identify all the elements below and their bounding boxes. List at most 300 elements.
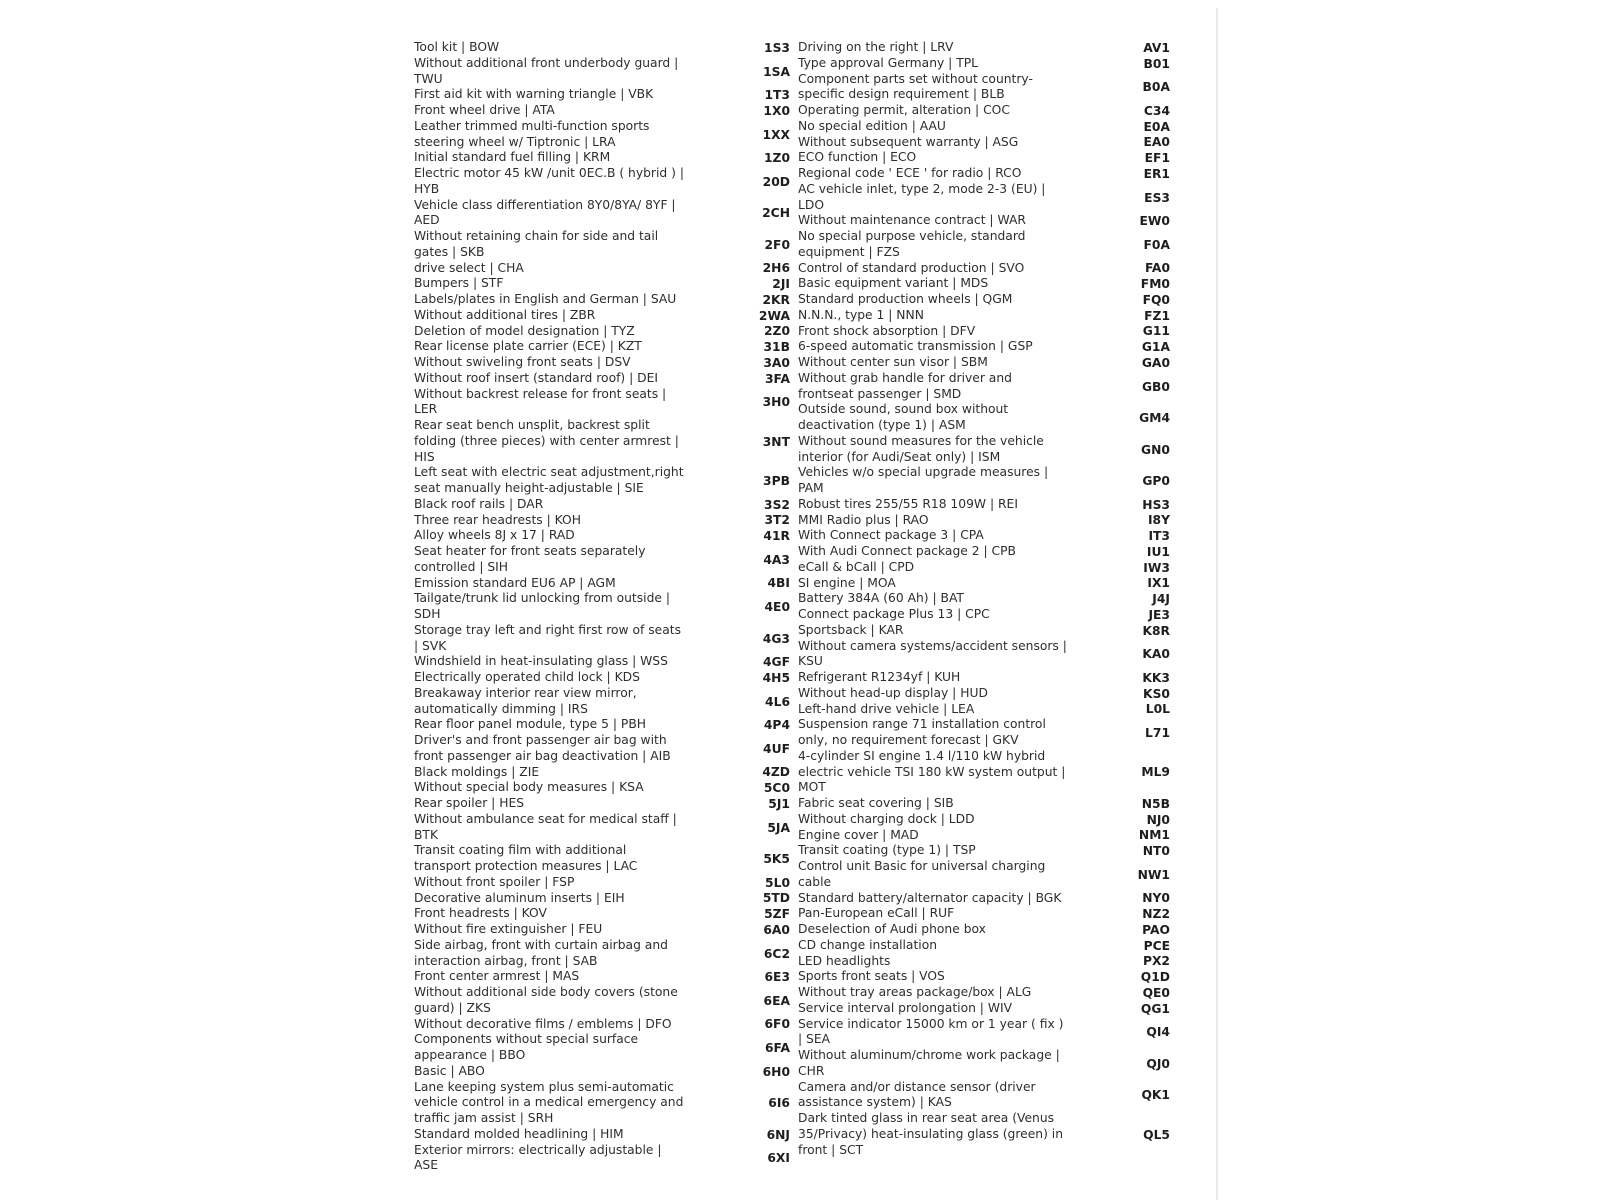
option-code: 5K5 [763,852,790,866]
option-row [414,765,790,781]
option-description: Basic equipment variant | MDS [798,276,989,291]
option-code: NZ2 [1142,907,1170,922]
option-code: L0L [1145,702,1170,717]
option-row [798,1001,1170,1017]
option-description: Front headrests | KOV [414,906,547,921]
option-row [798,812,1170,828]
option-description: Breakaway interior rear view mirror, automatically dimming | IRS [414,685,637,716]
option-code: 4L6 [765,694,790,709]
option-code: 2KR [762,292,790,307]
option-row [798,906,1170,922]
option-row [798,922,1170,938]
option-row [798,371,1170,403]
option-description: Without fire extinguisher | FEU [414,922,603,936]
option-code: 6NJ [766,1127,790,1142]
option-row [414,623,790,655]
option-description: Left seat with electric seat adjustment,right seat manually height-adjustable | SIE [414,465,684,495]
option-row [798,324,1170,340]
option-code: EW0 [1139,214,1170,229]
option-code: GP0 [1142,474,1170,488]
option-description: Battery 384A (60 Ah) | BAT [798,591,964,606]
option-description: Side airbag, front with curtain airbag and interaction airbag, front | SAB [414,937,668,968]
option-row [414,150,790,166]
option-description: Standard molded headlining | HIM [414,1126,624,1141]
option-row [798,1048,1170,1080]
option-code: GA0 [1141,355,1170,370]
option-row [798,1111,1170,1158]
option-code: EF1 [1144,151,1170,166]
option-code: ER1 [1143,166,1170,181]
option-row [798,103,1170,119]
option-description: Control unit Basic for universal charging cable [798,859,1046,889]
option-code: NJ0 [1146,812,1170,827]
option-row [798,355,1170,371]
option-description: Leather trimmed multi-function sports steering wheel w/ Tiptronic | LRA [414,118,650,149]
option-row [798,402,1170,434]
option-description: Driving on the right | LRV [798,40,954,54]
option-code: AV1 [1143,40,1170,55]
option-code: 1Z0 [763,151,790,166]
option-description: drive select | CHA [414,260,524,275]
option-code: IW3 [1143,560,1170,575]
option-code: NY0 [1142,891,1170,906]
option-description: Windshield in heat-insulating glass | WSS [414,654,668,669]
option-row [414,87,790,103]
option-description: Emission standard EU6 AP | AGM [414,575,616,590]
option-code: PAO [1142,922,1170,937]
option-code: 6C2 [763,946,790,961]
option-code: KA0 [1142,647,1170,662]
option-row [414,229,790,261]
option-code: 5L0 [765,875,790,890]
option-row [414,906,790,922]
option-description: Without ambulance seat for medical staff | BTK [414,811,677,842]
option-description: MMI Radio plus | RAO [798,512,929,527]
option-description: ECO function | ECO [798,150,917,165]
option-code: 6FA [764,1041,790,1055]
option-code: GN0 [1141,442,1170,457]
option-code: 31B [763,340,790,355]
option-code: 5C0 [763,781,790,796]
option-code: 6EA [763,993,790,1008]
option-description: Component parts set without country-specific design requirement | BLB [798,71,1033,102]
option-row [414,276,790,292]
option-row [414,591,790,623]
option-description: Front center armrest | MAS [414,969,580,984]
option-row [798,497,1170,513]
option-description: Without head-up display | HUD [798,685,988,700]
option-description: Rear floor panel module, type 5 | PBH [414,717,647,732]
option-row [798,213,1170,229]
option-row [414,324,790,340]
option-row [798,72,1170,104]
option-description: Connect package Plus 13 | CPC [798,607,990,621]
option-description: Without roof insert (standard roof) | DEI [414,370,659,385]
option-code: 4A3 [763,552,790,567]
option-description: Black moldings | ZIE [414,764,540,779]
option-description: Outside sound, sound box without deactivation (type 1) | ASM [798,402,1009,432]
option-description: Rear license plate carrier (ECE) | KZT [414,339,642,354]
option-code: 4P4 [763,718,790,733]
option-row [798,843,1170,859]
option-row [798,150,1170,166]
option-description: Without camera systems/accident sensors | KSU [798,638,1067,669]
option-description: Electric motor 45 kW /unit 0EC.B ( hybrid ) | HYB [414,166,684,196]
option-description: Seat heater for front seats separately controlled | SIH [414,544,646,574]
option-row [414,717,790,733]
option-code: JE3 [1148,607,1170,622]
option-description: Standard battery/alternator capacity | BGK [798,890,1062,905]
option-code: HS3 [1142,497,1170,512]
option-row [414,261,790,277]
option-description: Standard production wheels | QGM [798,292,1013,306]
option-code: L71 [1145,726,1170,740]
option-code: QE0 [1142,985,1170,1000]
option-code: PCE [1143,938,1170,953]
option-code: 3PB [763,474,790,488]
option-code: 4BI [767,576,790,591]
option-description: Vehicle class differentiation 8Y0/8YA/ 8YF | AED [414,197,676,228]
option-code: PX2 [1142,954,1170,969]
option-description: Lane keeping system plus semi-automatic vehicle control in a medical emergency and traffic jam assist | SRH [414,1079,684,1125]
option-row [798,969,1170,985]
option-description: Service interval prolongation | WIV [798,1000,1013,1015]
option-code: FZ1 [1144,308,1170,323]
option-description: Without retaining chain for side and tail gates | SKB [414,229,659,259]
option-row [798,623,1170,639]
option-description: Without center sun visor | SBM [798,355,988,369]
option-description: Refrigerant R1234yf | KUH [798,670,961,684]
option-description: Transit coating (type 1) | TSP [798,843,976,858]
option-row [798,607,1170,623]
option-row [414,40,790,56]
option-description: Deletion of model designation | TYZ [414,323,635,338]
option-code: 3T2 [764,513,790,528]
option-description: eCall & bCall | CPD [798,559,915,574]
option-description: Camera and/or distance sensor (driver assistance system) | KAS [798,1079,1036,1110]
option-row [414,969,790,985]
option-row [798,182,1170,214]
option-description: Black roof rails | DAR [414,496,544,511]
option-row [414,497,790,513]
option-row [414,733,790,765]
option-description: Sports front seats | VOS [798,969,945,984]
option-code: 4ZD [762,765,790,780]
option-description: Initial standard fuel filling | KRM [414,150,611,165]
option-row [798,513,1170,529]
option-description: Electrically operated child lock | KDS [414,670,640,684]
option-code: 6I6 [768,1096,790,1111]
option-description: Labels/plates in English and German | SAU [414,292,677,306]
option-description: Fabric seat covering | SIB [798,796,954,810]
option-row [414,119,790,151]
option-row [414,576,790,592]
option-row [414,985,790,1017]
option-code: NT0 [1142,844,1170,859]
option-description: Dark tinted glass in rear seat area (Venus 35/Privacy) heat-insulating glass (green) in front | SCT [798,1111,1063,1157]
option-code: G1A [1141,340,1170,355]
option-description: Pan-European eCall | RUF [798,906,955,921]
option-code: 20D [762,174,790,189]
option-code: KK3 [1142,670,1170,685]
option-row [798,639,1170,671]
option-row [798,229,1170,261]
option-row [414,796,790,812]
option-code: 4H5 [762,670,790,685]
option-row [798,56,1170,72]
option-code: J4J [1152,592,1170,607]
option-row [414,1143,790,1175]
option-code: 5JA [767,820,790,835]
option-row [798,434,1170,466]
option-row [798,292,1170,308]
option-code: IU1 [1146,544,1170,559]
option-description: Regional code ' ECE ' for radio | RCO [798,166,1022,180]
option-description: CD change installation [798,937,938,952]
option-code: NW1 [1137,867,1170,882]
option-code: IX1 [1147,576,1170,591]
option-description: Without decorative films / emblems | DFO [414,1016,672,1031]
option-code: ES3 [1144,190,1170,205]
option-description: Deselection of Audi phone box [798,922,986,936]
option-row [798,891,1170,907]
option-code: 6F0 [764,1017,790,1032]
option-row [798,702,1170,718]
option-code: QI4 [1146,1025,1170,1040]
option-description: Driver's and front passenger air bag with front passenger air bag deactivation | AIB [414,733,671,763]
option-description: Without swiveling front seats | DSV [414,355,631,369]
option-code: 2WA [758,308,790,323]
option-description: Front wheel drive | ATA [414,103,555,117]
option-row [798,828,1170,844]
option-code: 1X0 [763,103,790,118]
option-description: Without aluminum/chrome work package | CHR [798,1048,1060,1078]
option-row [414,922,790,938]
option-code: I8Y [1147,513,1170,528]
option-code: 6XI [767,1151,790,1166]
option-row [798,339,1170,355]
option-description: Operating permit, alteration | COC [798,103,1010,117]
option-description: Tailgate/trunk lid unlocking from outside | SDH [414,591,671,621]
option-description: Three rear headrests | KOH [414,512,581,527]
option-row [798,1017,1170,1049]
option-row [414,843,790,875]
option-row [414,654,790,670]
option-row [798,166,1170,182]
option-code: 5J1 [768,796,790,811]
option-row [414,513,790,529]
option-row [414,938,790,970]
option-description: Without sound measures for the vehicle interior (for Audi/Seat only) | ISM [798,433,1044,464]
option-code: 1T3 [764,88,790,103]
option-code: FM0 [1140,277,1170,292]
option-description: No special edition | AAU [798,118,946,133]
option-code: EA0 [1143,135,1170,150]
option-code: 4E0 [764,600,790,614]
option-code: GM4 [1139,411,1170,425]
option-code: 2F0 [764,237,790,252]
option-row [798,591,1170,607]
option-row [798,985,1170,1001]
option-row [414,371,790,387]
option-description: Vehicles w/o special upgrade measures | PAM [798,465,1049,495]
option-code: 2JI [772,277,790,292]
option-code: 2Z0 [763,324,790,339]
option-code: QL5 [1143,1127,1170,1142]
option-row [414,339,790,355]
option-code: GB0 [1141,379,1170,394]
option-description: Rear spoiler | HES [414,796,525,810]
option-code: FA0 [1144,261,1170,276]
option-description: 4-cylinder SI engine 1.4 l/110 kW hybrid electric vehicle TSI 180 kW system output | MOT [798,748,1066,795]
option-code: 6E3 [764,970,790,985]
option-code: K8R [1142,623,1170,638]
option-description: Exterior mirrors: electrically adjustable | ASE [414,1142,662,1173]
option-row [798,465,1170,497]
option-row [414,292,790,308]
option-description: Without charging dock | LDD [798,811,975,826]
option-description: Service indicator 15000 km or 1 year ( fix ) | SEA [798,1016,1064,1047]
option-code: 4G3 [762,631,790,646]
option-description: Robust tires 255/55 R18 109W | REI [798,496,1018,511]
option-description: No special purpose vehicle, standard equipment | FZS [798,229,1026,259]
option-code: FQ0 [1142,292,1170,307]
option-row [798,560,1170,576]
option-code: 3NT [762,434,790,449]
option-row [414,1127,790,1143]
option-description: Front shock absorption | DFV [798,323,976,338]
option-description: 6-speed automatic transmission | GSP [798,339,1033,354]
option-code: 2H6 [762,261,790,276]
option-code: 3FA [764,371,790,386]
option-code: 3H0 [762,395,790,410]
option-description: LED headlights [798,953,891,968]
option-row [414,670,790,686]
option-row [798,528,1170,544]
option-row [798,670,1170,686]
option-row [798,544,1170,560]
option-description: Alloy wheels 8J x 17 | RAD [414,528,575,543]
option-row [414,528,790,544]
option-row [414,103,790,119]
option-description: Left-hand drive vehicle | LEA [798,701,975,716]
option-code: N5B [1141,796,1170,811]
option-row [798,276,1170,292]
option-description: Without special body measures | KSA [414,780,644,795]
option-code: QG1 [1140,1001,1170,1016]
option-code: 3A0 [763,355,790,370]
option-description: Transit coating film with additional transport protection measures | LAC [414,843,638,873]
option-row [798,576,1170,592]
option-row [798,717,1170,749]
option-description: Decorative aluminum inserts | EIH [414,890,625,905]
option-code: B01 [1143,56,1170,71]
option-code: KS0 [1143,686,1170,701]
option-row [798,119,1170,135]
option-row [414,1080,790,1127]
option-description: Rear seat bench unsplit, backrest split folding (three pieces) with center armrest | HIS [414,418,679,464]
option-row [798,40,1170,56]
option-description: Without subsequent warranty | ASG [798,134,1019,149]
option-row [414,355,790,371]
option-row [414,308,790,324]
option-row [414,544,790,576]
option-row [798,749,1170,796]
option-description: N.N.N., type 1 | NNN [798,307,924,322]
option-row [414,780,790,796]
option-code: C34 [1143,103,1170,118]
option-description: Tool kit | BOW [414,40,500,54]
option-row [414,166,790,198]
option-row [798,135,1170,151]
option-code: 5TD [762,891,790,906]
option-code: 3S2 [764,497,790,512]
option-description: AC vehicle inlet, type 2, mode 2-3 (EU) | LDO [798,181,1046,212]
option-row [414,875,790,891]
option-row [414,1017,790,1033]
option-code: 6A0 [763,922,790,937]
option-code: F0A [1143,237,1170,252]
option-code: 41R [763,529,790,544]
option-code: B0A [1142,80,1170,95]
option-description: Components without special surface appearance | BBO [414,1032,639,1062]
option-description: First aid kit with warning triangle | VBK [414,87,654,102]
option-code: QJ0 [1146,1056,1170,1071]
option-row [798,686,1170,702]
option-code: 1S3 [764,40,790,55]
option-description: SI engine | MOA [798,575,896,590]
option-row [414,418,790,465]
option-description: Basic | ABO [414,1063,485,1078]
option-description: Without grab handle for driver and frontseat passenger | SMD [798,370,1012,401]
option-description: Without maintenance contract | WAR [798,213,1026,228]
page-edge-divider [1216,8,1218,1200]
option-description: Engine cover | MAD [798,827,919,842]
option-description: Sportsback | KAR [798,622,904,637]
option-description: Bumpers | STF [414,276,504,291]
option-code: IT3 [1148,529,1170,544]
option-row [414,891,790,907]
option-row [414,686,790,718]
option-description: Without tray areas package/box | ALG [798,985,1032,999]
option-row [798,954,1170,970]
option-description: Type approval Germany | TPL [798,55,979,70]
option-code: 1XX [762,127,790,142]
option-code: 5ZF [764,907,790,922]
option-code: 4UF [763,741,790,756]
options-list-right-column [798,40,1170,1158]
option-row [414,387,790,419]
option-description: Storage tray left and right first row of seats | SVK [414,622,682,653]
option-description: Without additional front underbody guard | TWU [414,55,679,86]
option-row [798,859,1170,891]
option-code: E0A [1143,119,1170,134]
option-row [798,938,1170,954]
option-code: NM1 [1138,828,1170,843]
option-code: Q1D [1140,970,1170,985]
option-row [414,198,790,230]
option-description: With Connect package 3 | CPA [798,528,984,543]
option-row [798,308,1170,324]
option-code: 1SA [763,64,790,79]
option-row [414,812,790,844]
option-code: QK1 [1141,1088,1170,1103]
option-code: G11 [1142,324,1170,339]
option-code: 6H0 [762,1064,790,1079]
option-description: Without front spoiler | FSP [414,874,575,889]
option-row [798,796,1170,812]
option-description: Suspension range 71 installation control only, no requirement forecast | GKV [798,717,1046,747]
